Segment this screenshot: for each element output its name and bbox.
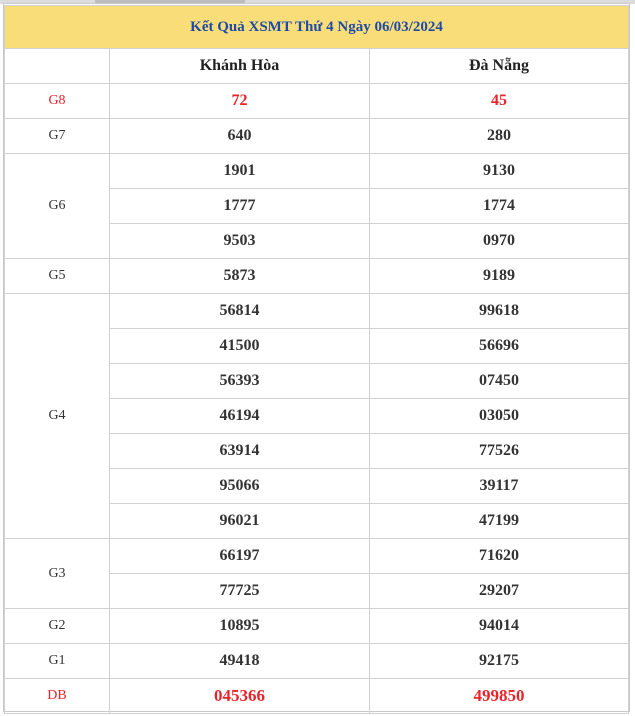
prize-row-g7 — [5, 119, 629, 154]
prize-number-da-nang: 9189 — [370, 259, 629, 294]
prize-number-khanh-hoa: 96021 — [110, 504, 370, 539]
prize-number-da-nang: 9130 — [370, 154, 629, 189]
prize-row-g5 — [5, 259, 629, 294]
prize-number-khanh-hoa: 63914 — [110, 434, 370, 469]
prize-number-khanh-hoa: 56814 — [110, 294, 370, 329]
prize-number-da-nang: 99618 — [370, 294, 629, 329]
prize-number-khanh-hoa: 1901 — [110, 154, 370, 189]
prize-number-da-nang: 07450 — [370, 364, 629, 399]
prize-number-da-nang: 0970 — [370, 224, 629, 259]
prize-number-khanh-hoa: 46194 — [110, 399, 370, 434]
prize-number-khanh-hoa: 1777 — [110, 189, 370, 224]
prize-name-db: DB — [5, 679, 110, 714]
prize-number-da-nang: 03050 — [370, 399, 629, 434]
prize-rows — [5, 84, 629, 714]
prize-name-g8: G8 — [5, 84, 110, 119]
prize-number-da-nang: 45 — [370, 84, 629, 119]
prize-number-khanh-hoa: 640 — [110, 119, 370, 154]
prize-number-khanh-hoa: 72 — [110, 84, 370, 119]
prize-name-g2: G2 — [5, 609, 110, 644]
prize-number-da-nang: 94014 — [370, 609, 629, 644]
prize-number-khanh-hoa: 045366 — [110, 679, 370, 714]
prize-number-khanh-hoa: 56393 — [110, 364, 370, 399]
prize-number-da-nang: 47199 — [370, 504, 629, 539]
prize-number-khanh-hoa: 5873 — [110, 259, 370, 294]
prize-number-khanh-hoa: 49418 — [110, 644, 370, 679]
prize-number-khanh-hoa: 66197 — [110, 539, 370, 574]
prize-number-khanh-hoa: 77725 — [110, 574, 370, 609]
prize-row-g4 — [5, 294, 629, 329]
prize-row-g6 — [5, 154, 629, 189]
prize-row-g3 — [5, 539, 629, 574]
prize-name-g4: G4 — [5, 294, 110, 539]
table-title: Kết Quả XSMT Thứ 4 Ngày 06/03/2024 — [5, 6, 629, 49]
prize-number-da-nang: 56696 — [370, 329, 629, 364]
prize-number-khanh-hoa: 41500 — [110, 329, 370, 364]
prize-name-g3: G3 — [5, 539, 110, 609]
prize-number-da-nang: 1774 — [370, 189, 629, 224]
prize-number-da-nang: 280 — [370, 119, 629, 154]
header-empty-cell — [5, 49, 110, 84]
prize-number-da-nang: 71620 — [370, 539, 629, 574]
province-header-khanh-hoa: Khánh Hòa — [110, 49, 370, 84]
prize-number-khanh-hoa: 10895 — [110, 609, 370, 644]
prize-number-da-nang: 39117 — [370, 469, 629, 504]
prize-name-g7: G7 — [5, 119, 110, 154]
province-header-da-nang: Đà Nẵng — [370, 49, 629, 84]
prize-number-da-nang: 29207 — [370, 574, 629, 609]
prize-number-da-nang: 77526 — [370, 434, 629, 469]
prize-row-g2 — [5, 609, 629, 644]
prize-number-da-nang: 92175 — [370, 644, 629, 679]
lottery-results-table — [4, 5, 629, 714]
prize-number-khanh-hoa: 95066 — [110, 469, 370, 504]
prize-name-g1: G1 — [5, 644, 110, 679]
prize-row-db — [5, 679, 629, 714]
prize-name-g6: G6 — [5, 154, 110, 259]
prize-number-khanh-hoa: 9503 — [110, 224, 370, 259]
prize-row-g8 — [5, 84, 629, 119]
prize-name-g5: G5 — [5, 259, 110, 294]
prize-row-g1 — [5, 644, 629, 679]
prize-number-da-nang: 499850 — [370, 679, 629, 714]
